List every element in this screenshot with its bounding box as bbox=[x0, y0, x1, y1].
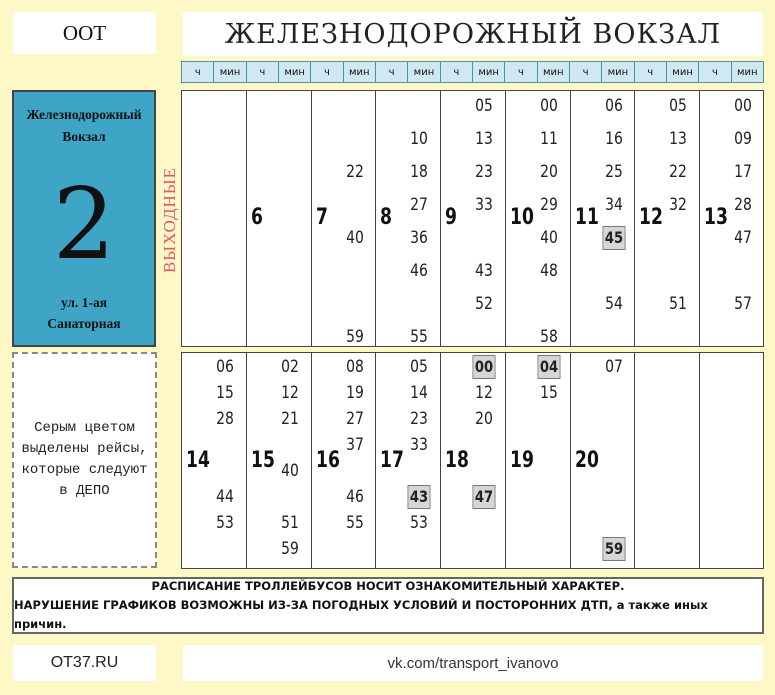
departure-minute: 00 bbox=[734, 96, 753, 116]
departure-minute: 29 bbox=[539, 195, 558, 215]
departure-minute: 33 bbox=[475, 195, 493, 215]
hour-column-header: ч bbox=[570, 61, 602, 83]
departure-minute: 55 bbox=[410, 327, 429, 347]
hour-label: 8 bbox=[380, 205, 393, 230]
disclaimer bbox=[12, 577, 764, 634]
departure-minute: 28 bbox=[734, 195, 753, 215]
street-line2: Санаторная bbox=[47, 316, 121, 331]
hour-column-header: ч bbox=[311, 61, 343, 83]
hour-label: 13 bbox=[704, 205, 729, 230]
departure-minute: 21 bbox=[280, 409, 299, 429]
departure-minute: 13 bbox=[669, 129, 688, 149]
departure-minute: 02 bbox=[280, 357, 299, 377]
departure-minute: 27 bbox=[410, 195, 429, 215]
departure-minute: 28 bbox=[216, 409, 234, 429]
route-number: 2 bbox=[52, 168, 116, 282]
hour-column bbox=[441, 353, 506, 568]
hour-column-header: ч bbox=[182, 61, 214, 83]
hour-column-header: ч bbox=[635, 61, 667, 83]
departure-minute: 40 bbox=[280, 461, 299, 481]
stop-panel bbox=[12, 90, 156, 347]
hour-column bbox=[635, 353, 700, 568]
hour-label: 17 bbox=[380, 448, 405, 473]
hour-column bbox=[182, 353, 247, 568]
departure-minute: 06 bbox=[216, 357, 234, 377]
depot-departure-minute: 04 bbox=[537, 355, 560, 379]
departure-minute: 59 bbox=[280, 539, 299, 559]
legend-note bbox=[12, 352, 157, 568]
departure-minute: 23 bbox=[410, 409, 429, 429]
column-header-row bbox=[181, 61, 764, 83]
departure-minute: 48 bbox=[539, 261, 558, 281]
departure-minute: 51 bbox=[280, 513, 299, 533]
day-type-label bbox=[158, 110, 182, 330]
departure-minute: 20 bbox=[475, 409, 493, 429]
departure-minute: 07 bbox=[604, 357, 623, 377]
minute-column-header: мин bbox=[667, 61, 699, 83]
hour-column bbox=[700, 353, 765, 568]
depot-departure-minute: 47 bbox=[473, 485, 496, 509]
hour-column bbox=[376, 91, 441, 346]
stop-name-line2: Вокзал bbox=[62, 129, 106, 144]
hour-label: 19 bbox=[509, 448, 534, 473]
hour-column bbox=[635, 91, 700, 346]
hour-column bbox=[247, 353, 312, 568]
departure-minute: 18 bbox=[410, 162, 429, 182]
departure-minute: 22 bbox=[345, 162, 364, 182]
minute-column-header: мин bbox=[279, 61, 311, 83]
hour-label: 9 bbox=[445, 205, 458, 230]
departure-minute: 34 bbox=[604, 195, 623, 215]
hour-label: 6 bbox=[250, 205, 263, 230]
departure-minute: 46 bbox=[410, 261, 429, 281]
minute-column-header: мин bbox=[408, 61, 440, 83]
hour-column-header: ч bbox=[376, 61, 408, 83]
departure-minute: 12 bbox=[280, 383, 299, 403]
legend-note-text: Серым цветом выделены рейсы, которые следуют в ДЕПО bbox=[21, 420, 148, 499]
minute-column-header: мин bbox=[214, 61, 246, 83]
hour-column bbox=[376, 353, 441, 568]
disclaimer-line1: РАСПИСАНИЕ ТРОЛЛЕЙБУСОВ НОСИТ ОЗНАКОМИТЕЛЬНЫЙ ХАРАКТЕР. bbox=[151, 579, 625, 593]
departure-minute: 44 bbox=[216, 487, 234, 507]
departure-minute: 14 bbox=[410, 383, 429, 403]
depot-departure-minute: 43 bbox=[408, 485, 431, 509]
site-link[interactable]: OT37.RU bbox=[13, 645, 156, 681]
departure-minute: 37 bbox=[345, 435, 364, 455]
hour-column bbox=[312, 353, 377, 568]
departure-minute: 46 bbox=[345, 487, 364, 507]
stop-name bbox=[14, 104, 154, 148]
departure-minute: 15 bbox=[216, 383, 234, 403]
hour-column bbox=[312, 91, 377, 346]
departure-minute: 53 bbox=[216, 513, 234, 533]
hour-label: 16 bbox=[315, 448, 340, 473]
hour-column-header: ч bbox=[699, 61, 731, 83]
departure-minute: 08 bbox=[345, 357, 364, 377]
page-title: ЖЕЛЕЗНОДОРОЖНЫЙ ВОКЗАЛ bbox=[183, 12, 763, 56]
hour-column-header: ч bbox=[505, 61, 537, 83]
hour-label: 14 bbox=[186, 448, 210, 473]
hour-column bbox=[506, 91, 571, 346]
hour-column bbox=[571, 353, 636, 568]
hour-label: 18 bbox=[445, 448, 469, 473]
departure-minute: 57 bbox=[734, 294, 753, 314]
departure-minute: 00 bbox=[539, 96, 558, 116]
hour-column bbox=[700, 91, 765, 346]
minute-column-header: мин bbox=[602, 61, 634, 83]
departure-minute: 12 bbox=[475, 383, 493, 403]
departure-minute: 05 bbox=[410, 357, 429, 377]
departure-minute: 52 bbox=[475, 294, 493, 314]
departure-minute: 09 bbox=[734, 129, 753, 149]
hour-column bbox=[182, 91, 247, 346]
hour-label: 11 bbox=[574, 205, 599, 230]
departure-minute: 22 bbox=[669, 162, 688, 182]
departure-minute: 05 bbox=[669, 96, 688, 116]
departure-minute: 54 bbox=[604, 294, 623, 314]
departure-minute: 19 bbox=[345, 383, 364, 403]
hour-column bbox=[571, 91, 636, 346]
depot-departure-minute: 45 bbox=[602, 226, 625, 250]
hour-label: 12 bbox=[639, 205, 664, 230]
departure-minute: 13 bbox=[475, 129, 493, 149]
hour-column-header: ч bbox=[247, 61, 279, 83]
departure-minute: 06 bbox=[604, 96, 623, 116]
departure-minute: 33 bbox=[410, 435, 429, 455]
departure-minute: 27 bbox=[345, 409, 364, 429]
departure-minute: 40 bbox=[345, 228, 364, 248]
departure-minute: 23 bbox=[475, 162, 493, 182]
departure-minute: 53 bbox=[410, 513, 429, 533]
departure-minute: 36 bbox=[410, 228, 429, 248]
departure-minute: 10 bbox=[410, 129, 429, 149]
departure-minute: 55 bbox=[345, 513, 364, 533]
minute-column-header: мин bbox=[344, 61, 376, 83]
departure-minute: 59 bbox=[345, 327, 364, 347]
hour-label: 10 bbox=[509, 205, 534, 230]
schedule-grid-top bbox=[181, 90, 764, 347]
depot-departure-minute: 00 bbox=[473, 355, 496, 379]
hour-label: 15 bbox=[250, 448, 275, 473]
departure-minute: 40 bbox=[539, 228, 558, 248]
hour-column bbox=[506, 353, 571, 568]
depot-departure-minute: 59 bbox=[602, 537, 625, 561]
departure-minute: 16 bbox=[604, 129, 623, 149]
departure-minute: 11 bbox=[539, 129, 558, 149]
hour-label: 7 bbox=[315, 205, 328, 230]
org-label: ООТ bbox=[13, 12, 156, 54]
departure-minute: 17 bbox=[734, 162, 753, 182]
hour-label: 20 bbox=[574, 448, 599, 473]
day-type-text: ВЫХОДНЫЕ bbox=[160, 166, 179, 274]
disclaimer-line2: НАРУШЕНИЕ ГРАФИКОВ ВОЗМОЖНЫ ИЗ-ЗА ПОГОДНЫХ УСЛОВИЙ И ПОСТОРОННИХ ДТП, а также иных причин. bbox=[14, 598, 708, 631]
hour-column-header: ч bbox=[441, 61, 473, 83]
departure-minute: 25 bbox=[604, 162, 623, 182]
stop-name-line1: Железнодорожный bbox=[26, 107, 142, 122]
hour-column bbox=[247, 91, 312, 346]
departure-minute: 47 bbox=[734, 228, 753, 248]
departure-minute: 05 bbox=[475, 96, 493, 116]
schedule-grid-bottom bbox=[181, 352, 764, 569]
hour-column bbox=[441, 91, 506, 346]
minute-column-header: мин bbox=[732, 61, 764, 83]
stop-street bbox=[14, 292, 154, 334]
departure-minute: 58 bbox=[539, 327, 558, 347]
departure-minute: 51 bbox=[669, 294, 688, 314]
departure-minute: 43 bbox=[475, 261, 493, 281]
departure-minute: 32 bbox=[669, 195, 688, 215]
minute-column-header: мин bbox=[473, 61, 505, 83]
departure-minute: 20 bbox=[539, 162, 558, 182]
departure-minute: 15 bbox=[539, 383, 558, 403]
street-line1: ул. 1-ая bbox=[60, 295, 108, 310]
minute-column-header: мин bbox=[538, 61, 570, 83]
social-link[interactable]: vk.com/transport_ivanovo bbox=[183, 645, 763, 681]
